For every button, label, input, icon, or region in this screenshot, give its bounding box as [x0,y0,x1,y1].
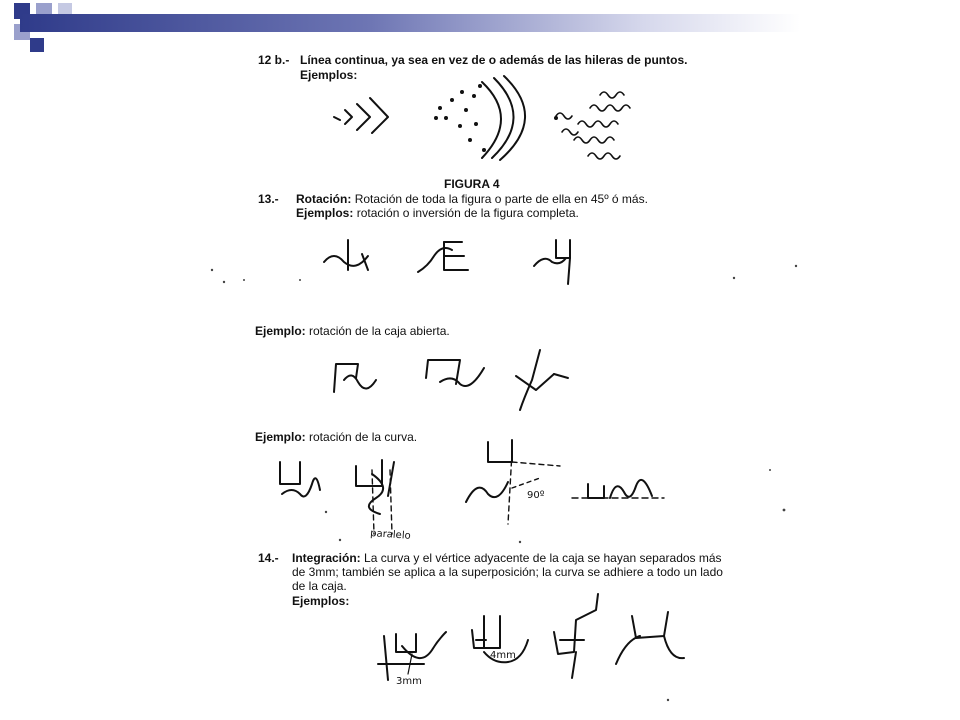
rotation-figure-2 [418,242,468,272]
handwritten-angle: 90º [527,490,545,501]
box-rotation-figure-3 [516,350,568,410]
section-title: Línea continua, ya sea en vez de o además de las hileras de puntos. [300,53,688,67]
figure-caption: FIGURA 4 [444,177,500,191]
examples-rest: rotación o inversión de la figura completa. [356,206,579,220]
section-line-3: de la caja. [292,579,347,593]
arrow-chevrons-drawing [334,98,388,133]
example-bold: Ejemplo: [255,430,306,444]
section-number: 13.- [258,192,279,206]
examples-bold: Ejemplos: [296,206,354,220]
section-number: 12 b.- [258,53,290,67]
curve-rotation-figure-2 [356,460,394,534]
examples-label: Ejemplos: [292,594,350,608]
title-bold: Rotación: [296,192,352,206]
example-rest: rotación de la caja abierta. [309,324,450,338]
examples-label: Ejemplos: [300,68,358,82]
example-rest: rotación de la curva. [309,430,418,444]
title-bold: Integración: [292,551,361,565]
section-line-2: de 3mm; también se aplica a la superposición; la curva se adhiere a todo un lado [292,565,723,579]
handwritten-paralelo: paralelo [369,528,412,542]
example-bold: Ejemplo: [255,324,306,338]
integration-figure-1 [378,632,446,680]
handwritten-3mm: 3mm [396,676,422,687]
title-rest: Rotación de toda la figura o parte de ella en 45º ó más. [354,192,648,206]
curve-rotation-figure-3 [466,440,560,524]
rotation-figure-1 [324,240,368,270]
box-rotation-figure-2 [426,360,484,386]
line-1: La curva y el vértice adyacente de la caja se hayan separados más [364,551,722,565]
box-rotation-figure-1 [334,364,376,392]
curve-rotation-figure-1 [280,462,320,496]
dotted-arcs-drawing [482,76,525,160]
rotation-figure-3 [534,240,570,284]
loop-arcs-drawing [556,92,630,159]
integration-figure-3 [554,594,598,678]
integration-figure-4 [616,612,684,664]
handwritten-4mm: 4mm [490,650,516,661]
section-number: 14.- [258,551,279,565]
curve-rotation-figure-4 [572,480,664,498]
